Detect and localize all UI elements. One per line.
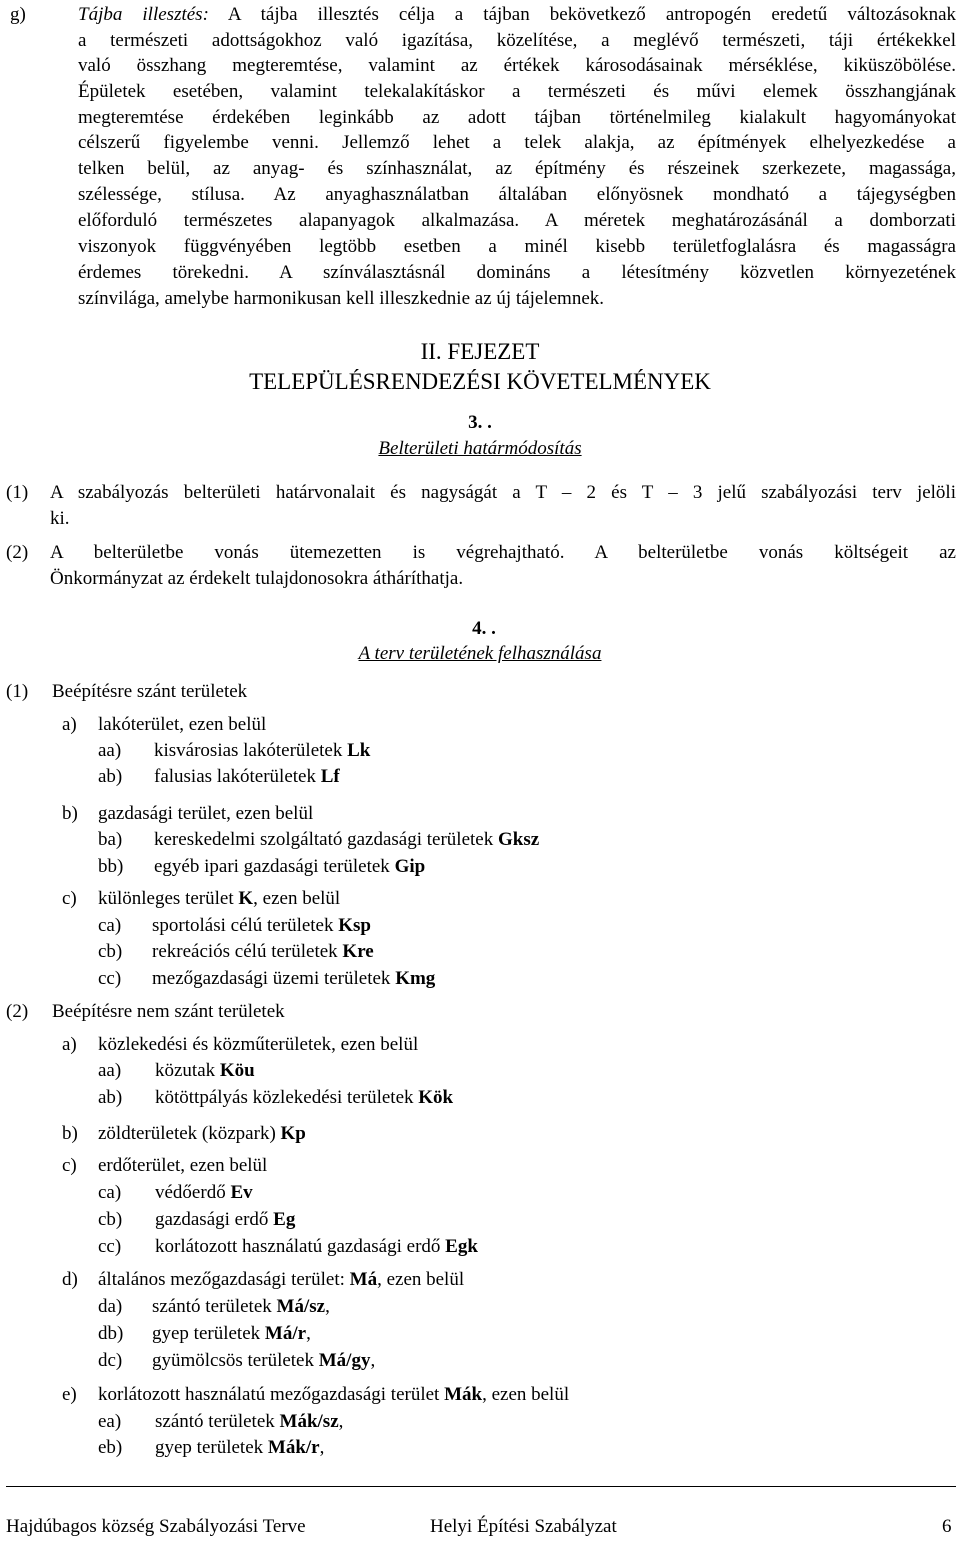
list-item xyxy=(98,1182,253,1204)
section-3-number: 3. . xyxy=(468,412,492,433)
section-4-title-text: A terv területének felhasználása xyxy=(358,643,602,664)
item-suffix: , ezen belül xyxy=(377,1269,465,1290)
item-text: kisvárosias lakóterületek xyxy=(154,740,348,761)
item-text: közutak xyxy=(155,1060,220,1081)
item-text: általános mezőgazdasági terület: xyxy=(98,1269,350,1290)
para-g-line-6: célszerű figyelembe venni. Jellemző lehet a telek alakja, az építmények elhelyezkedése a xyxy=(78,132,956,153)
item-label: dc) xyxy=(98,1350,123,1371)
footer-divider xyxy=(6,1486,956,1487)
item-label: e) xyxy=(62,1384,77,1405)
para-g-line-1 xyxy=(78,4,956,26)
list-item xyxy=(98,856,425,878)
list-item xyxy=(62,1123,306,1145)
s3-p2-line-1: A belterületbe vonás ütemezetten is végrehajtható. A belterületbe vonás költségeit az xyxy=(50,542,956,563)
item-code: Kmg xyxy=(395,968,436,989)
item-text: gyep területek xyxy=(152,1323,265,1344)
s3-p1-line-2: ki. xyxy=(50,508,70,529)
item-text: kötöttpályás közlekedési területek xyxy=(155,1087,419,1108)
para-g-line-11: érdemes törekedni. A színválasztásnál domináns a létesítmény közvetlen környezetének xyxy=(78,262,956,283)
para-g-label: g) xyxy=(10,4,26,25)
item-label: a) xyxy=(62,714,77,735)
item-code: Kre xyxy=(342,941,374,962)
section-4-title xyxy=(0,643,960,665)
para-g-line-7: telken belül, az anyag- és színhasználat, az építmény és részeinek szerkezete, magassága, xyxy=(78,158,956,179)
section-3-title xyxy=(0,438,960,460)
item-label: cc) xyxy=(98,1236,122,1257)
s3-p1-line-1: A szabályozás belterületi határvonalait és nagyságát a T – 2 és T – 3 jelű szabályozási terv jelöli xyxy=(50,482,956,503)
footer-page-number: 6 xyxy=(942,1516,952,1537)
item-code: Lk xyxy=(347,740,371,761)
chapter-number: II. FEJEZET xyxy=(420,339,540,364)
item-label: c) xyxy=(62,1155,77,1176)
item-code: Lf xyxy=(320,766,340,787)
item-suffix: , ezen belül xyxy=(253,888,341,909)
para-g-line-5: megteremtése érdekében leginkább az adott tájban történelmileg kialakult hagyományokat xyxy=(78,107,956,128)
item-label: c) xyxy=(62,888,77,909)
list-item xyxy=(98,968,435,990)
list-item xyxy=(98,1296,330,1318)
s4-p1-text: Beépítésre szánt területek xyxy=(52,681,248,702)
item-code: Köu xyxy=(219,1060,255,1081)
item-suffix: , xyxy=(370,1350,376,1371)
list-item xyxy=(62,888,340,910)
item-label: ca) xyxy=(98,1182,122,1203)
list-item xyxy=(98,1236,478,1258)
item-label: ea) xyxy=(98,1411,122,1432)
item-code: Mák/r xyxy=(267,1437,320,1458)
s3-p2-line-2: Önkormányzat az érdekelt tulajdonosokra átháríthatja. xyxy=(50,568,464,589)
item-suffix: , xyxy=(325,1296,330,1317)
s4-p2-label: (2) xyxy=(6,1001,29,1022)
item-label: b) xyxy=(62,803,78,824)
item-label: ca) xyxy=(98,915,122,936)
item-text: korlátozott használatú mezőgazdasági terület xyxy=(98,1384,445,1405)
item-text: gyep területek xyxy=(155,1437,268,1458)
list-item xyxy=(98,1209,295,1231)
item-suffix: , xyxy=(338,1411,344,1432)
item-text: gazdasági terület, ezen belül xyxy=(98,803,314,824)
para-g-line-2: a természeti adottságokhoz való igazítása, közelítése, a meglévő természeti, táji értékekkel xyxy=(78,30,956,51)
item-label: ba) xyxy=(98,829,123,850)
chapter-title: TELEPÜLÉSRENDEZÉSI KÖVETELMÉNYEK xyxy=(249,369,711,394)
para-g-line-9: előforduló természetes alapanyagok alkalmazása. A méretek meghatározásánál a domborzati xyxy=(78,210,956,231)
list-item xyxy=(62,714,266,736)
list-item xyxy=(98,1060,255,1082)
para-g-line-4: Épületek esetében, valamint telekalakításkor a természeti és művi elemek összhangjának xyxy=(78,81,956,102)
item-code: Eg xyxy=(273,1209,296,1230)
item-text: mezőgazdasági üzemi területek xyxy=(152,968,396,989)
item-label: d) xyxy=(62,1269,78,1290)
list-item xyxy=(98,1087,453,1109)
item-suffix: , ezen belül xyxy=(482,1384,570,1405)
item-text: kereskedelmi szolgáltató gazdasági területek xyxy=(154,829,498,850)
para-g-title: Tájba illesztés: xyxy=(78,4,209,25)
item-label: ab) xyxy=(98,1087,123,1108)
item-label: db) xyxy=(98,1323,124,1344)
item-text: zöldterületek (közpark) xyxy=(98,1123,281,1144)
footer-left: Hajdúbagos község Szabályozási Terve xyxy=(6,1516,306,1537)
para-g-line-12: színvilága, amelybe harmonikusan kell illeszkednie az új tájelemnek. xyxy=(78,288,605,309)
list-item xyxy=(98,941,374,963)
item-label: aa) xyxy=(98,1060,122,1081)
s4-p2-text: Beépítésre nem szánt területek xyxy=(52,1001,285,1022)
item-suffix: , xyxy=(319,1437,325,1458)
list-item xyxy=(98,1411,343,1433)
item-text: sportolási célú területek xyxy=(152,915,339,936)
item-label: bb) xyxy=(98,856,124,877)
item-label: cb) xyxy=(98,941,123,962)
item-code: Kp xyxy=(280,1123,306,1144)
item-code: Egk xyxy=(445,1236,478,1257)
item-code: Mák/sz xyxy=(279,1411,339,1432)
item-text: szántó területek xyxy=(152,1296,277,1317)
section-4-number: 4. . xyxy=(472,618,496,639)
item-code: Ksp xyxy=(338,915,371,936)
item-suffix: , xyxy=(306,1323,311,1344)
para-g-line-3: való összhang megteremtése, valamint az értékek károsodásainak mérséklése, kiküszöbölése. xyxy=(78,55,956,76)
item-code: Gksz xyxy=(497,829,540,850)
para-g-line-10: viszonyok függvényében legtöbb esetben a minél kisebb területfoglalásra és magasságra xyxy=(78,236,956,257)
item-label: cb) xyxy=(98,1209,123,1230)
s3-p2-label: (2) xyxy=(6,542,29,563)
section-3-title-text: Belterületi határmódosítás xyxy=(378,438,582,459)
item-text: rekreációs célú területek xyxy=(152,941,343,962)
item-code: Mák xyxy=(444,1384,483,1405)
item-text: gyümölcsös területek xyxy=(152,1350,319,1371)
item-label: a) xyxy=(62,1034,77,1055)
footer-center: Helyi Építési Szabályzat xyxy=(430,1516,617,1537)
item-code: Má/sz xyxy=(276,1296,326,1317)
item-code: Má xyxy=(349,1269,378,1290)
item-code: Ev xyxy=(230,1182,253,1203)
list-item xyxy=(62,1384,569,1406)
item-text: szántó területek xyxy=(155,1411,280,1432)
para-g-line-1-text: A tájba illesztés célja a tájban bekövetkező antropogén eredetű változásoknak xyxy=(227,4,957,25)
item-label: cc) xyxy=(98,968,122,989)
list-item xyxy=(98,766,340,788)
item-code: Má/r xyxy=(264,1323,307,1344)
item-label: eb) xyxy=(98,1437,123,1458)
para-g-line-8: szélessége, stílusa. Az anyaghasználatban általában előnyösnek mondható a tájegységben xyxy=(78,184,956,205)
list-item xyxy=(98,1437,324,1459)
item-code: Kök xyxy=(418,1087,454,1108)
item-text: korlátozott használatú gazdasági erdő xyxy=(155,1236,446,1257)
list-item xyxy=(98,1323,311,1345)
item-code: Gip xyxy=(394,856,426,877)
item-text: védőerdő xyxy=(155,1182,231,1203)
item-label: ab) xyxy=(98,766,123,787)
list-item xyxy=(98,740,370,762)
item-text: lakóterület, ezen belül xyxy=(98,714,267,735)
item-text: különleges terület xyxy=(98,888,239,909)
list-item xyxy=(62,803,313,825)
item-text: egyéb ipari gazdasági területek xyxy=(154,856,395,877)
s4-p1-label: (1) xyxy=(6,681,29,702)
item-label: b) xyxy=(62,1123,78,1144)
item-text: falusias lakóterületek xyxy=(154,766,321,787)
item-text: erdőterület, ezen belül xyxy=(98,1155,268,1176)
item-text: gazdasági erdő xyxy=(155,1209,274,1230)
item-label: aa) xyxy=(98,740,122,761)
item-code: K xyxy=(238,888,254,909)
list-item xyxy=(98,829,539,851)
list-item xyxy=(62,1269,464,1291)
item-label: da) xyxy=(98,1296,123,1317)
list-item xyxy=(62,1155,267,1177)
s3-p1-label: (1) xyxy=(6,482,29,503)
list-item xyxy=(62,1034,418,1056)
item-code: Má/gy xyxy=(318,1350,371,1371)
item-text: közlekedési és közműterületek, ezen belül xyxy=(98,1034,419,1055)
list-item xyxy=(98,915,371,937)
list-item xyxy=(98,1350,375,1372)
